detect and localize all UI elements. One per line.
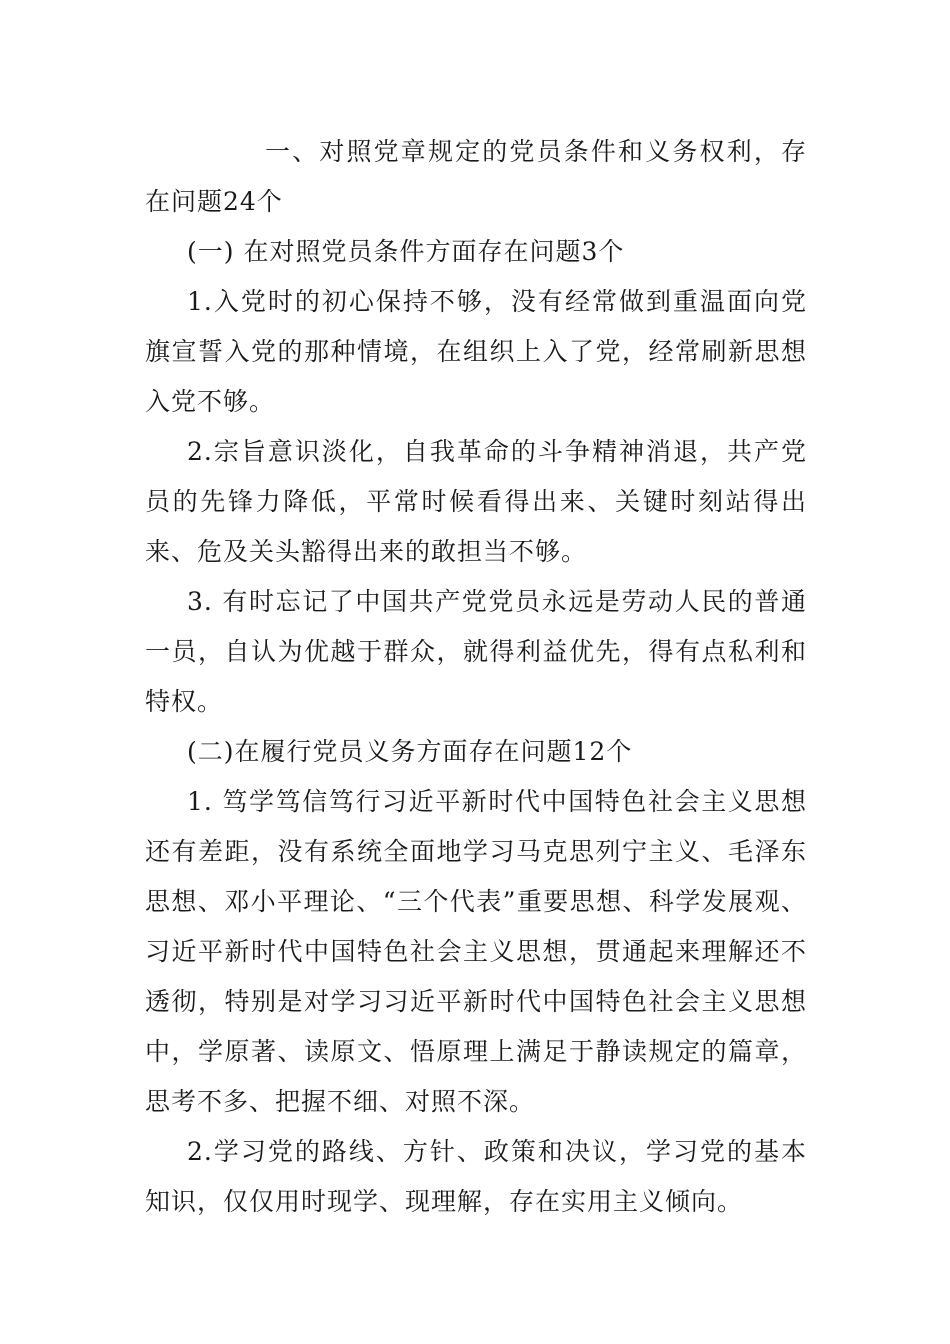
list-item: 1. 笃学笃信笃行习近平新时代中国特色社会主义思想还有差距，没有系统全面地学习马克思列宁主义、毛泽东思想、邓小平理论、“三个代表”重要思想、科学发展观、习近平新时代中国特色社会主义思想，贯通起来理解还不透彻，特别是对学习习近平新时代中国特色社会主义思想中，学原著、读原文、悟原理上满足于静读规定的篇章，思考不多、把握不细、对照不深。: [145, 787, 807, 1116]
subsection-heading: (二)在履行党员义务方面存在问题12个: [187, 737, 633, 766]
list-item: 2.宗旨意识淡化，自我革命的斗争精神消退，共产党员的先锋力降低，平常时候看得出来、关键时刻站得出来、危及关头豁得出来的敢担当不够。: [145, 437, 807, 566]
section-heading: 一、对照党章规定的党员条件和义务权利，存在问题24个: [145, 137, 807, 216]
document-page: [145, 127, 807, 1227]
list-item: 2.学习党的路线、方针、政策和决议，学习党的基本知识，仅仅用时现学、现理解，存在实用主义倾向。: [145, 1137, 807, 1216]
subsection-heading: (一) 在对照党员条件方面存在问题3个: [187, 237, 625, 266]
list-item: 1.入党时的初心保持不够，没有经常做到重温面向党旗宣誓入党的那种情境，在组织上入了党，经常刷新思想入党不够。: [145, 287, 807, 416]
list-item: 3. 有时忘记了中国共产党党员永远是劳动人民的普通一员，自认为优越于群众，就得利益优先，得有点私利和特权。: [145, 587, 807, 716]
